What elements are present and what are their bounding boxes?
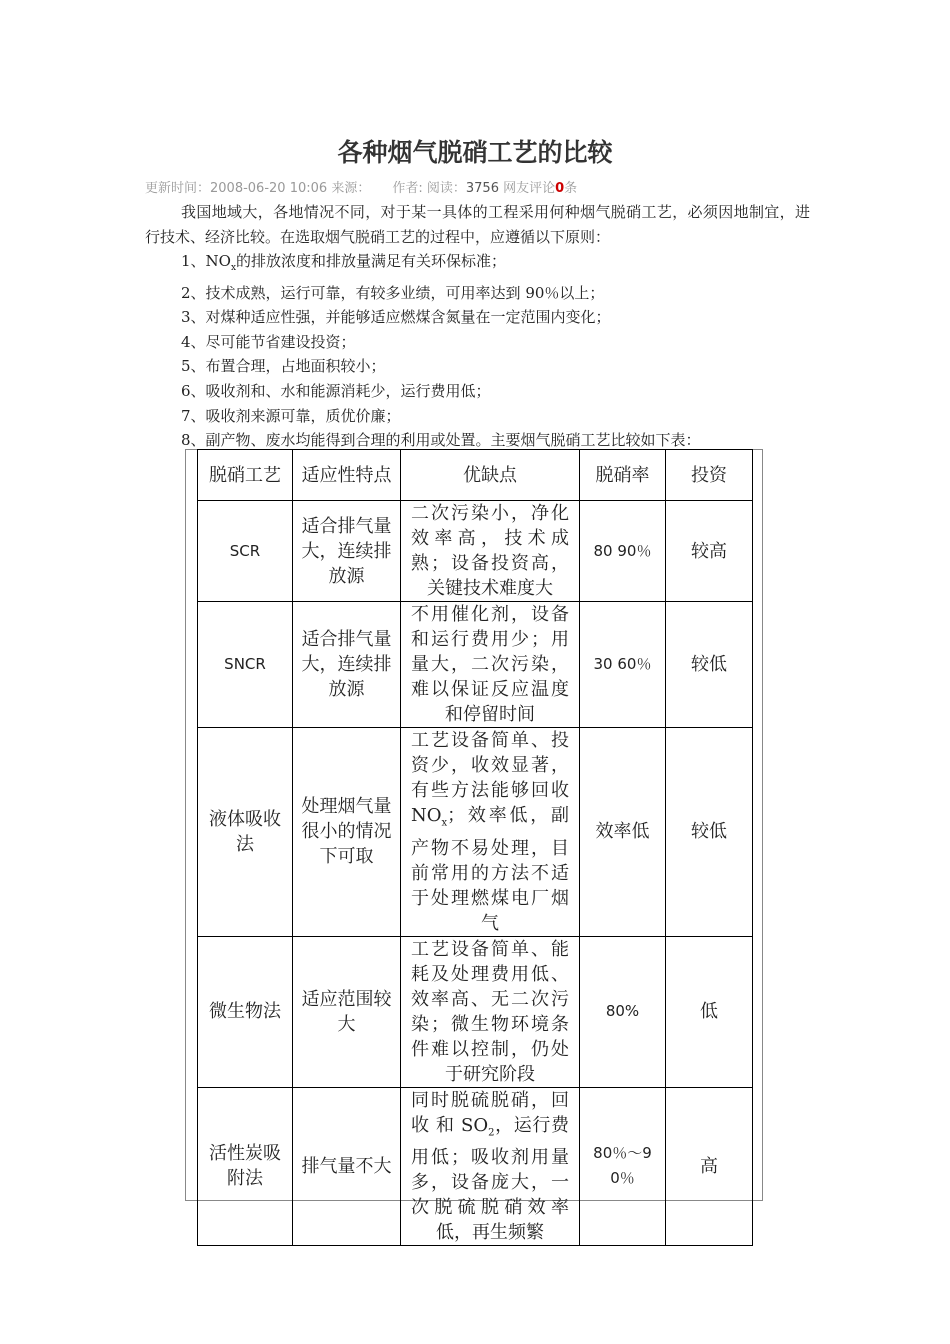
criteria-item-6: 6、吸收剂和、水和能源消耗少，运行费用低； <box>181 381 491 400</box>
pros-cons-cell <box>401 728 580 937</box>
criteria-item-8: 8、副产物、废水均能得到合理的利用或处置。主要烟气脱硝工艺比较如下表： <box>181 431 701 450</box>
comments-count[interactable]: 0 <box>555 181 565 196</box>
efficiency-cell: 80％～90％ <box>580 1087 666 1246</box>
header-applicability: 适应性特点 <box>293 450 401 501</box>
investment-cell: 高 <box>666 1087 753 1246</box>
efficiency-cell: 30 60％ <box>580 602 666 728</box>
applicability-cell: 适应范围较大 <box>293 936 401 1087</box>
intro-paragraph: 我国地域大，各地情况不同，对于某一具体的工程采用何种烟气脱硝工艺，必须因地制宜，进行技术、经济比较。在选取烟气脱硝工艺的过程中，应遵循以下原则： <box>145 203 810 246</box>
criteria-list <box>181 249 701 453</box>
table-row <box>198 728 753 937</box>
criteria-item-7: 7、吸收剂来源可靠，质优价廉； <box>181 406 401 425</box>
table-header-row <box>198 450 753 501</box>
criteria-item-1 <box>181 249 701 281</box>
pros-cons-cell <box>401 1087 580 1246</box>
pros-cons-sub: 2 <box>488 1127 495 1139</box>
comments-prefix: 网友评论 <box>503 181 556 196</box>
process-cell: 液体吸收法 <box>198 728 293 937</box>
process-cell: SNCR <box>198 602 293 728</box>
header-efficiency: 脱硝率 <box>580 450 666 501</box>
criteria-1-post: 的排放浓度和排放量满足有关环保标准； <box>236 252 507 270</box>
investment-cell: 低 <box>666 936 753 1087</box>
updated-label: 更新时间： <box>145 181 211 196</box>
criteria-item-5: 5、布置合理，占地面积较小； <box>181 357 386 376</box>
pros-cons-cell: 工艺设备简单、能耗及处理费用低、效率高、无二次污染；微生物环境条件难以控制，仍处于研究阶段 <box>401 936 580 1087</box>
criteria-item-2: 2、技术成熟，运行可靠，有较多业绩，可用率达到 90％以上； <box>181 283 605 302</box>
header-process: 脱硝工艺 <box>198 450 293 501</box>
pros-cons-cell: 二次污染小，净化效率高，技术成熟；设备投资高，关键技术难度大 <box>401 501 580 602</box>
criteria-1-pre: 1、NO <box>181 252 231 270</box>
process-cell: 活性炭吸附法 <box>198 1087 293 1246</box>
investment-cell: 较低 <box>666 728 753 937</box>
table-row <box>198 1087 753 1246</box>
article-meta <box>145 177 577 196</box>
header-investment: 投资 <box>666 450 753 501</box>
pros-cons-post: ；效率低，副产物不易处理，目前常用的方法不适于处理燃煤电厂烟气 <box>411 805 569 934</box>
investment-cell: 较低 <box>666 602 753 728</box>
page-title: 各种烟气脱硝工艺的比较 <box>337 138 613 167</box>
applicability-cell: 排气量不大 <box>293 1087 401 1246</box>
comments-suffix: 条 <box>564 181 578 196</box>
efficiency-cell: 效率低 <box>580 728 666 937</box>
process-cell: 微生物法 <box>198 936 293 1087</box>
investment-cell: 较高 <box>666 501 753 602</box>
table-row <box>198 936 753 1087</box>
pros-cons-pre: 同时脱硫脱硝，回收 和 SO <box>411 1089 569 1136</box>
header-pros-cons: 优缺点 <box>401 450 580 501</box>
efficiency-cell: 80% <box>580 936 666 1087</box>
criteria-1-sub: x <box>230 263 237 273</box>
pros-cons-post: ，运行费用低；吸收剂用量多，设备庞大，一次脱硫脱硝效率低，再生频繁 <box>411 1114 569 1244</box>
applicability-cell: 处理烟气量很小的情况下可取 <box>293 728 401 937</box>
comparison-table <box>197 449 753 1246</box>
process-cell: SCR <box>198 501 293 602</box>
table-row <box>198 501 753 602</box>
reads-value: 3756 <box>465 181 499 196</box>
source-label: 来源： <box>331 181 371 196</box>
applicability-cell: 适合排气量大，连续排放源 <box>293 501 401 602</box>
criteria-item-3: 3、对煤种适应性强，并能够适应燃煤含氮量在一定范围内变化； <box>181 308 611 327</box>
applicability-cell: 适合排气量大，连续排放源 <box>293 602 401 728</box>
table-row <box>198 602 753 728</box>
pros-cons-pre: 工艺设备简单、投资少，收效显著，有些方法能够回收 NO <box>411 730 569 826</box>
author-label: 作者: <box>392 181 423 196</box>
criteria-item-4: 4、尽可能节省建设投资； <box>181 332 356 351</box>
efficiency-cell: 80 90％ <box>580 501 666 602</box>
updated-value: 2008-06-20 10:06 <box>210 181 328 196</box>
reads-label: 阅读： <box>426 181 466 196</box>
pros-cons-sub: x <box>441 817 448 829</box>
pros-cons-cell: 不用催化剂，设备和运行费用少；用量大，二次污染，难以保证反应温度和停留时间 <box>401 602 580 728</box>
